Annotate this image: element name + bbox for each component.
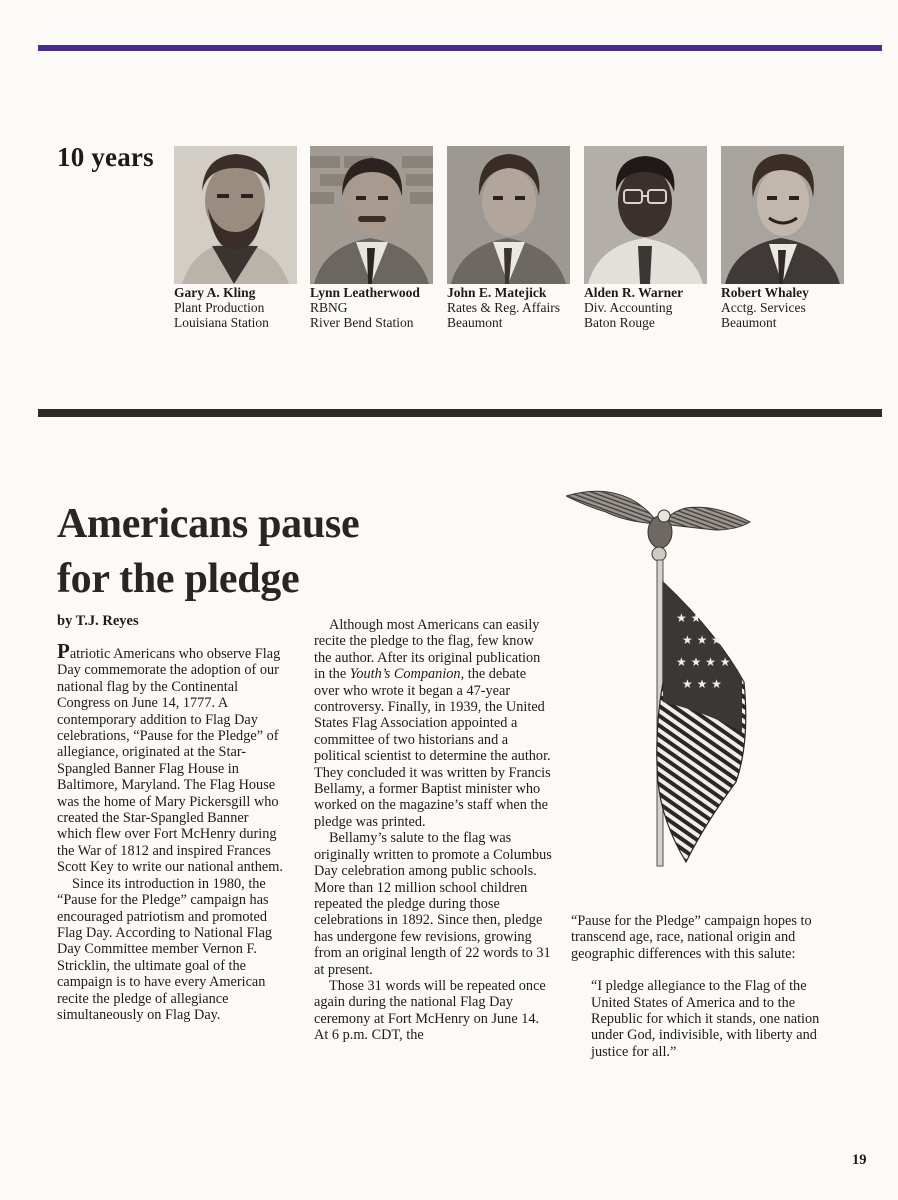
svg-text:★ ★: ★ ★ bbox=[676, 611, 702, 625]
anniversary-heading: 10 years bbox=[57, 142, 154, 172]
title-line-1: Americans pause bbox=[57, 501, 360, 547]
employee-department: RBNG bbox=[310, 300, 348, 315]
employee-location: Beaumont bbox=[447, 315, 503, 330]
employee-name: Robert Whaley bbox=[721, 285, 809, 300]
employee-photo bbox=[584, 146, 707, 284]
employee-department: Rates & Reg. Affairs bbox=[447, 300, 560, 315]
pledge-quote: “I pledge allegiance to the Flag of the United States of America and to the Republic for which it stands, one nation under God, indivisible, with liberty and justice for all.” bbox=[591, 978, 820, 1060]
employee-location: River Bend Station bbox=[310, 315, 414, 330]
employee-photo bbox=[447, 146, 570, 284]
employee-card bbox=[310, 146, 450, 330]
article-column-1 bbox=[57, 639, 286, 1023]
employee-name: John E. Matejick bbox=[447, 285, 547, 300]
paragraph: “Pause for the Pledge” campaign hopes to transcend age, race, national origin and geographic differences with this salute: bbox=[571, 913, 812, 962]
employee-location: Baton Rouge bbox=[584, 315, 655, 330]
paragraph: Although most Americans can easily recite the pledge to the flag, few know the author. After its original publication in the Youth’s Companion, the debate over who wrote it began a 47-year controversy. Finally, in 1939, the United States Flag Association appointed a committee of two historians and a political scientist to determine the author. They concluded it was written by Francis Bellamy, a former Baptist minister who worked on the magazine’s staff when the pledge was printed. bbox=[314, 617, 551, 830]
page-number: 19 bbox=[852, 1152, 867, 1168]
article-column-3 bbox=[571, 913, 821, 1060]
employee-department: Acctg. Services bbox=[721, 300, 806, 315]
svg-text:★ ★ ★: ★ ★ ★ bbox=[682, 633, 722, 647]
employee-name: Alden R. Warner bbox=[584, 285, 684, 300]
drop-cap: P bbox=[57, 639, 70, 663]
employee-photo bbox=[310, 146, 433, 284]
employee-location: Beaumont bbox=[721, 315, 777, 330]
employee-card bbox=[447, 146, 587, 330]
employee-location: Louisiana Station bbox=[174, 315, 269, 330]
employee-name: Lynn Leatherwood bbox=[310, 285, 420, 300]
article-title bbox=[57, 497, 359, 607]
employee-card bbox=[584, 146, 724, 330]
paragraph: Bellamy’s salute to the flag was originally written to promote a Columbus Day celebration among public schools. More than 12 million school children repeated the pledge during those celebrations in 1892. Since then, pledge has undergone few revisions, growing from an original length of 22 words to 31 at present. bbox=[314, 830, 552, 978]
paragraph: Those 31 words will be repeated once again during the national Flag Day ceremony at Fort McHenry on June 14. At 6 p.m. CDT, the bbox=[314, 977, 546, 1044]
title-line-2: for the pledge bbox=[57, 556, 300, 602]
svg-text:★ ★ ★: ★ ★ ★ bbox=[682, 677, 722, 691]
employee-photo bbox=[174, 146, 297, 284]
employee-card bbox=[174, 146, 314, 330]
employee-department: Div. Accounting bbox=[584, 300, 673, 315]
article-byline: by T.J. Reyes bbox=[57, 613, 139, 629]
employee-department: Plant Production bbox=[174, 300, 265, 315]
employee-photo bbox=[721, 146, 844, 284]
article-column-2 bbox=[314, 617, 554, 1044]
paragraph: Since its introduction in 1980, the “Pause for the Pledge” campaign has encouraged patriotism and promoted Flag Day. According to National Flag Day Committee member Vernon F. Stricklin, the ultimate goal of the campaign is to have every American recite the pledge of allegiance simultaneously on Flag Day. bbox=[57, 875, 273, 1023]
employee-card bbox=[721, 146, 861, 330]
employee-name: Gary A. Kling bbox=[174, 285, 256, 300]
eagle-flag-illustration bbox=[566, 482, 756, 874]
section-divider-rule bbox=[38, 409, 882, 417]
paragraph: Patriotic Americans who observe Flag Day commemorate the adoption of our national flag by the Continental Congress on June 14, 1777. A contemporary addition to Flag Day celebrations, “Pause for the Pledge” of allegiance, originated at the Star-Spangled Banner Flag House in Baltimore, Maryland. The Flag House was the home of Mary Pickersgill who created the Star-Spangled Banner which flew over Fort McHenry during the War of 1812 and inspired Frances Scott Key to write our national anthem. bbox=[57, 639, 283, 876]
top-accent-rule bbox=[38, 45, 882, 51]
svg-text:★ ★ ★ ★: ★ ★ ★ ★ bbox=[676, 655, 731, 669]
